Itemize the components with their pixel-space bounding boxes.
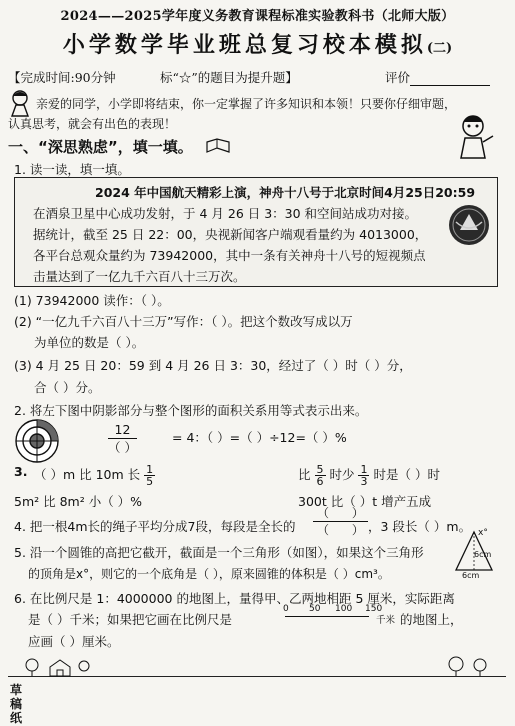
frac-den: 3 — [360, 475, 368, 488]
q2-numerator: 12 — [108, 421, 137, 439]
q6-line-2[interactable]: 是（ ）千米；如果把它画在比例尺是 — [28, 612, 232, 627]
q3-b1-pre: 比 — [298, 467, 311, 482]
frac-num: 1 — [146, 463, 154, 476]
q1-sub-2-line-2[interactable]: 为单位的数是（ ）。 — [34, 335, 145, 350]
evaluation-blank[interactable] — [410, 73, 490, 86]
evaluation-field — [385, 68, 490, 86]
q3-b1-mid: 时少 — [329, 467, 355, 482]
cone-width-label: 6cm — [462, 571, 480, 580]
book-icon — [205, 138, 231, 156]
q3-a1-text: （ ）m 比 10m 长 — [34, 467, 141, 482]
q4-fraction-blank[interactable]: （ ） （ ） — [313, 505, 368, 538]
shenzhou-emblem-icon — [448, 204, 490, 246]
q2-denominator[interactable]: （ ） — [108, 440, 137, 455]
q6-line-1: 6. 在比例尺是 1：4000000 的地图上，量得甲、乙两地相距 5 厘米，实际距离 — [14, 591, 455, 606]
frac-num: 1 — [360, 463, 368, 476]
q5-line-2[interactable]: 的顶角是x°，则它的一个底角是（ ），原来圆锥的体积是（ ）cm³。 — [28, 567, 390, 581]
q4-text-end[interactable]: ，3 段长（ ）m。 — [368, 519, 472, 534]
frac-num: 5 — [316, 463, 324, 476]
time-info: 【完成时间:90分钟 — [8, 70, 116, 85]
q1-label: 1. 读一读，填一填。 — [14, 162, 130, 177]
girl-cartoon-icon — [6, 88, 34, 118]
q2-fraction — [108, 421, 137, 456]
passage-line-4: 各平台总观众量约为 73942000，其中一条有关神舟十八号的短视频点 — [33, 248, 426, 263]
scale-tick-0: 0 — [283, 604, 289, 614]
exam-title-text: 小学数学毕业班总复习校本模拟 — [62, 32, 427, 58]
boy-cartoon-icon — [455, 112, 495, 160]
q6-line-2-end: 的地图上， — [400, 612, 463, 627]
q3-a1-fraction — [144, 464, 155, 487]
passage-line-5: 击量达到了一亿九千六百八十三万次。 — [33, 269, 246, 284]
cone-angle-label: x° — [478, 528, 488, 538]
q3-b1-fraction-1 — [315, 464, 326, 487]
q3-label: 3. — [14, 464, 28, 479]
q1-sub-3-line-1[interactable]: (3) 4 月 25 日 20：59 到 4 月 26 日 3：30，经过了（ ）时（ ）分， — [14, 358, 412, 373]
star-note: 标“☆”的题目为提升题】 — [160, 70, 298, 85]
scale-bar — [285, 616, 369, 617]
q3-a1[interactable] — [34, 464, 155, 487]
scale-unit: 千米 — [376, 615, 396, 626]
passage-line-1: 2024 年中国航天精彩上演，神舟十八号于北京时间4月25日20:59 — [95, 185, 476, 200]
q1-sub-2-line-1[interactable]: (2) “一亿九千六百八十三万”写作：（ ）。把这个数改写成以万 — [14, 314, 353, 329]
exam-title — [0, 28, 515, 59]
passage-line-3: 据统计，截至 25 日 22：00，央视新闻客户端观看量约为 4013000， — [33, 227, 428, 242]
exam-title-suffix: (二) — [426, 41, 453, 56]
scale-tick-150: 150 — [365, 604, 383, 614]
scale-tick-100: 100 — [335, 604, 353, 614]
cone-height-label: 6cm — [474, 550, 492, 559]
q6-line-3[interactable]: 应画（ ）厘米。 — [28, 634, 120, 649]
tree-decoration-icon — [444, 655, 494, 677]
q4-text: 4. 把一根4m长的绳子平均分成7段，每段是全长的 — [14, 519, 296, 534]
house-tree-decoration-icon — [24, 657, 94, 677]
greeting-line-2: 认真思考，就会有出色的表现！ — [8, 117, 177, 131]
q3-a2[interactable]: 5m² 比 8m² 小（ ）% — [14, 494, 143, 509]
q5-line-1: 5. 沿一个圆锥的高把它截开，截面是一个三角形（如图），如果这个三角形 — [14, 545, 424, 560]
q2-label: 2. 将左下图中阴影部分与整个图形的面积关系用等式表示出来。 — [14, 403, 368, 418]
frac-den: 6 — [316, 475, 324, 488]
concentric-circles-figure — [14, 418, 60, 464]
q1-sub-1[interactable]: (1) 73942000 读作：（ ）。 — [14, 293, 170, 308]
draft-paper-label: 草稿纸 — [10, 683, 23, 725]
evaluation-label: 评价 — [385, 70, 411, 85]
section-1-title: 一、“深思熟虑”，填一填。 — [8, 138, 193, 156]
q3-b1[interactable] — [298, 464, 440, 487]
line-scale — [283, 604, 383, 626]
greeting-line-1: 亲爱的同学，小学即将结束，你一定掌握了许多知识和本领！只要你仔细审题， — [36, 97, 457, 111]
q1-sub-3-line-2[interactable]: 合（ ）分。 — [34, 380, 101, 395]
news-passage-box — [14, 177, 498, 287]
q3-b1-post: 时是（ ）时 — [373, 467, 440, 482]
passage-line-2: 在酒泉卫星中心成功发射，于 4 月 26 日 3：30 和空间站成功对接。 — [33, 206, 418, 221]
q3-b1-fraction-2 — [358, 464, 369, 487]
q3-b2[interactable]: 300t 比（ ）t 增产五成 — [298, 494, 432, 509]
exam-subtitle: 2024——2025学年度义务教育课程标准实验教科书（北师大版） — [60, 9, 455, 24]
scale-tick-50: 50 — [309, 604, 321, 614]
q2-equation[interactable]: = 4：（ ）=（ ）÷12=（ ）% — [172, 430, 347, 445]
frac-den: 5 — [146, 475, 154, 488]
